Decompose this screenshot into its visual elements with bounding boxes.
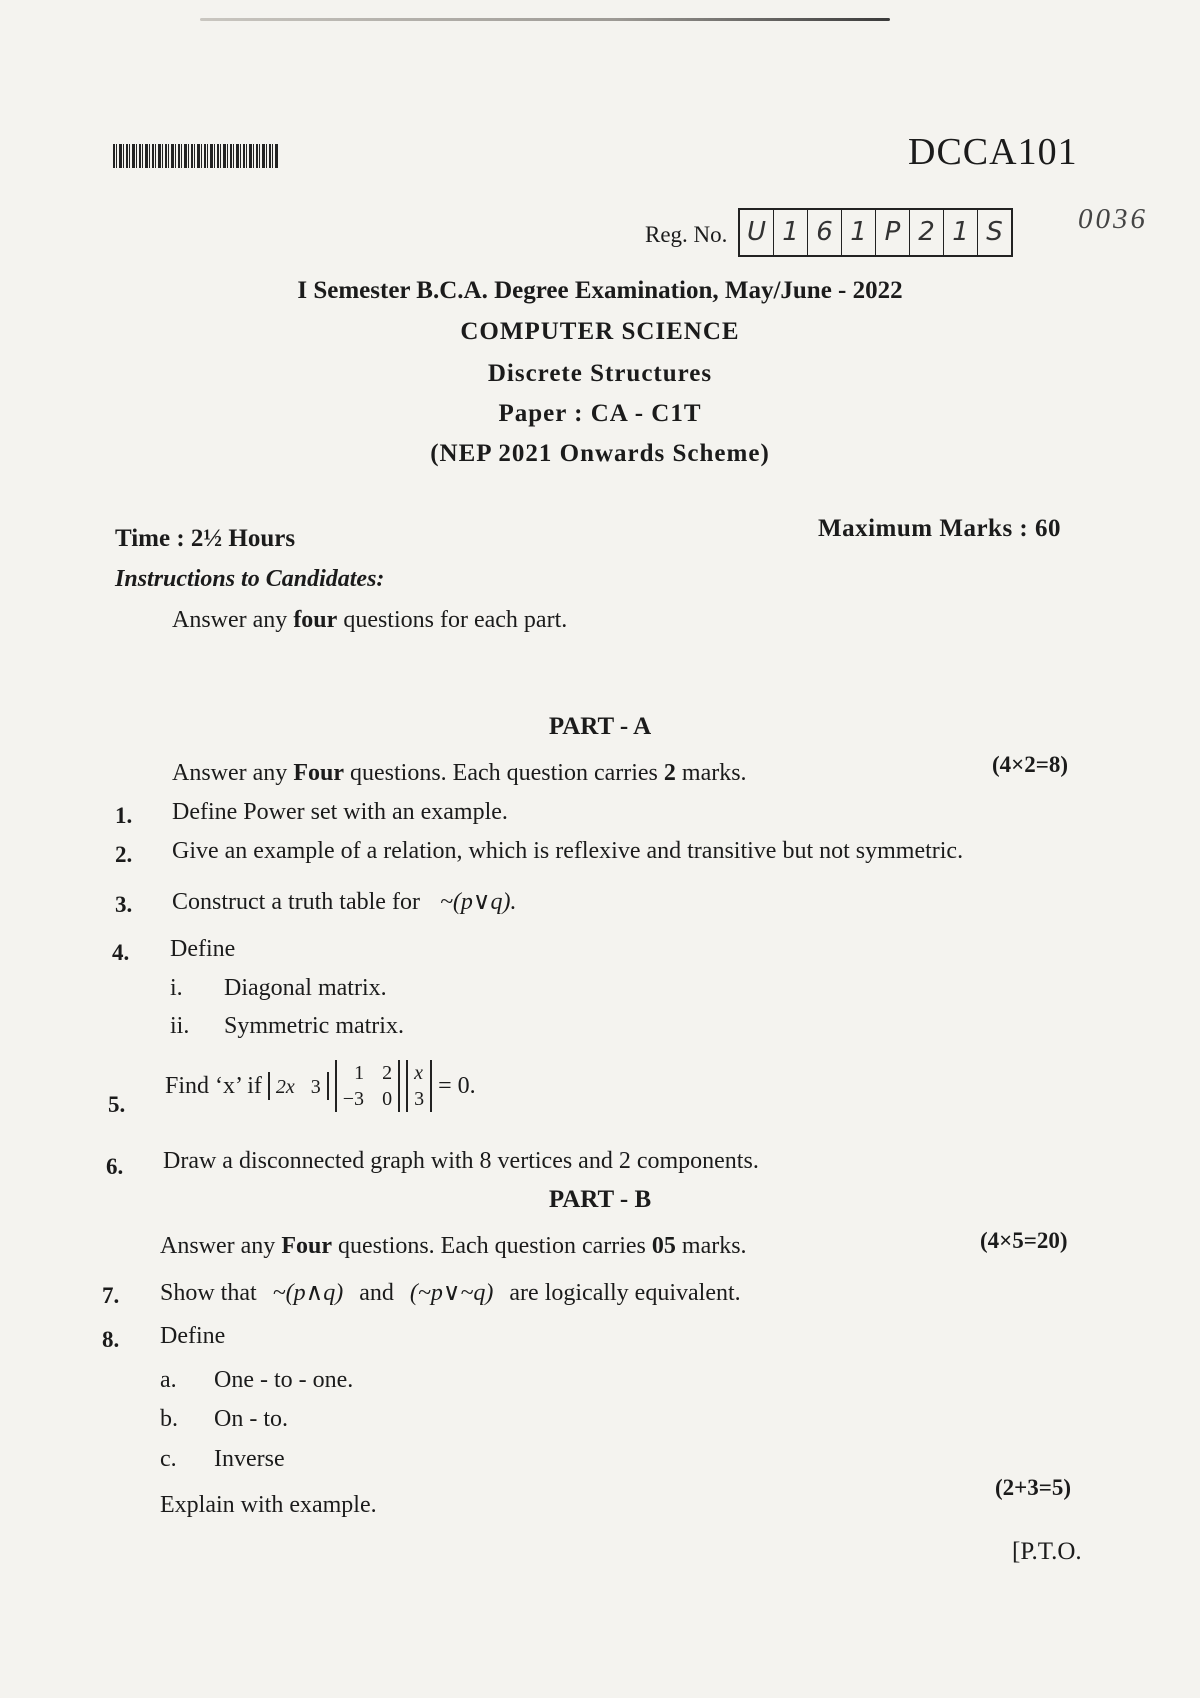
text-part: questions. Each question carries: [343, 760, 664, 786]
text-part: marks.: [675, 1233, 747, 1259]
reg-digit-box: 1: [944, 210, 978, 255]
please-turn-over: [P.T.O.: [1012, 1538, 1082, 1565]
text-bold: Four: [293, 760, 344, 786]
course-title: Discrete Structures: [487, 360, 713, 387]
reg-handwritten-extra: 0036: [1078, 203, 1148, 235]
reg-no-label: Reg. No.: [645, 222, 728, 247]
time-allowed: Time : 2½ Hours: [115, 525, 296, 552]
math-expression: ~(p∧q): [272, 1280, 344, 1306]
reg-no-boxes: [738, 208, 1013, 257]
text-part: marks.: [675, 760, 747, 786]
question-text: Define Power set with an example.: [172, 799, 508, 825]
barcode: [113, 144, 278, 168]
matrix-entry: 0: [382, 1088, 393, 1110]
subitem-text: On - to.: [214, 1406, 288, 1432]
subject-title: COMPUTER SCIENCE: [460, 318, 740, 345]
question-text: [172, 887, 516, 916]
question-text: [160, 1278, 741, 1307]
paper-title: Paper : CA - C1T: [498, 400, 702, 427]
instructions-label: Instructions to Candidates:: [115, 566, 385, 592]
reg-digit-box: 6: [808, 210, 842, 255]
subitem-text: Symmetric matrix.: [224, 1013, 404, 1039]
part-a-heading: PART - A: [548, 713, 652, 740]
row-vector: [268, 1072, 329, 1099]
text-bold: four: [293, 607, 338, 633]
scan-edge-line: [200, 18, 890, 21]
text-part: Answer any: [160, 1233, 282, 1259]
subitem-text: One - to - one.: [214, 1367, 354, 1393]
equation-rhs: = 0.: [438, 1072, 476, 1099]
question-text: Draw a disconnected graph with 8 vertices and 2 components.: [163, 1148, 759, 1174]
reg-digit-box: 2: [910, 210, 944, 255]
question-number: 7.: [102, 1283, 120, 1308]
question-number: 4.: [112, 940, 130, 965]
matrix-entry: 2x: [275, 1075, 295, 1098]
question-number: 5.: [108, 1092, 126, 1117]
matrix-entry: x: [414, 1062, 423, 1084]
explain-instruction: Explain with example.: [160, 1492, 377, 1518]
matrix-entry: 3: [310, 1075, 321, 1098]
matrix-entry: 1: [354, 1062, 365, 1084]
question-marks: (2+3=5): [995, 1475, 1072, 1500]
reg-digit-box: 1: [842, 210, 876, 255]
text-part: questions for each part.: [337, 607, 568, 633]
question-text: [165, 1060, 476, 1112]
coefficient-matrix: [335, 1060, 400, 1112]
question-text: Define: [170, 936, 236, 962]
subitem-label: ii.: [170, 1013, 190, 1039]
reg-digit-box: P: [876, 210, 910, 255]
text-bold: 2: [663, 760, 676, 786]
reg-digit-box: S: [986, 217, 1003, 247]
text-part: are logically equivalent.: [509, 1280, 741, 1306]
instructions-text: [172, 607, 567, 634]
reg-digit-box: 1: [774, 210, 808, 255]
maximum-marks: Maximum Marks : 60: [818, 515, 1061, 542]
subitem-label: c.: [160, 1446, 177, 1472]
subitem-text: Inverse: [214, 1446, 285, 1472]
text-part: Answer any: [172, 760, 294, 786]
text-bold: 05: [651, 1233, 676, 1259]
question-text: Give an example of a relation, which is reflexive and transitive but not symmetric.: [172, 838, 964, 864]
text-part: Find ‘x’ if: [165, 1072, 262, 1099]
question-text: Define: [160, 1323, 226, 1349]
math-expression: (~p∨~q): [409, 1280, 494, 1306]
reg-digit-box: U: [740, 210, 774, 255]
scheme-title: (NEP 2021 Onwards Scheme): [430, 440, 770, 467]
question-number: 1.: [115, 803, 133, 828]
exam-title: I Semester B.C.A. Degree Examination, May/June - 2022: [297, 277, 903, 304]
part-b-marks: (4×5=20): [980, 1228, 1068, 1253]
text-part: and: [359, 1280, 394, 1306]
text-part: Construct a truth table for: [172, 889, 420, 915]
matrix-entry: −3: [342, 1088, 365, 1110]
matrix-entry: 2: [382, 1062, 393, 1084]
part-a-instructions: [172, 760, 747, 787]
part-b-heading: PART - B: [548, 1186, 652, 1213]
part-a-marks: (4×2=8): [992, 752, 1069, 777]
text-bold: Four: [281, 1233, 332, 1259]
question-number: 8.: [102, 1327, 120, 1352]
question-number: 3.: [115, 892, 133, 917]
subitem-label: a.: [160, 1367, 177, 1393]
subitem-label: b.: [160, 1406, 178, 1432]
text-part: Show that: [160, 1280, 257, 1306]
paper-code: DCCA101: [908, 131, 1078, 173]
subitem-label: i.: [170, 975, 183, 1001]
math-expression: ~(p∨q).: [439, 889, 517, 915]
question-number: 2.: [115, 842, 133, 867]
question-number: 6.: [106, 1154, 124, 1179]
part-b-instructions: [160, 1233, 747, 1260]
column-vector: [406, 1060, 432, 1112]
text-part: Answer any: [172, 607, 294, 633]
subitem-text: Diagonal matrix.: [224, 975, 387, 1001]
matrix-entry: 3: [414, 1088, 425, 1110]
text-part: questions. Each question carries: [331, 1233, 652, 1259]
